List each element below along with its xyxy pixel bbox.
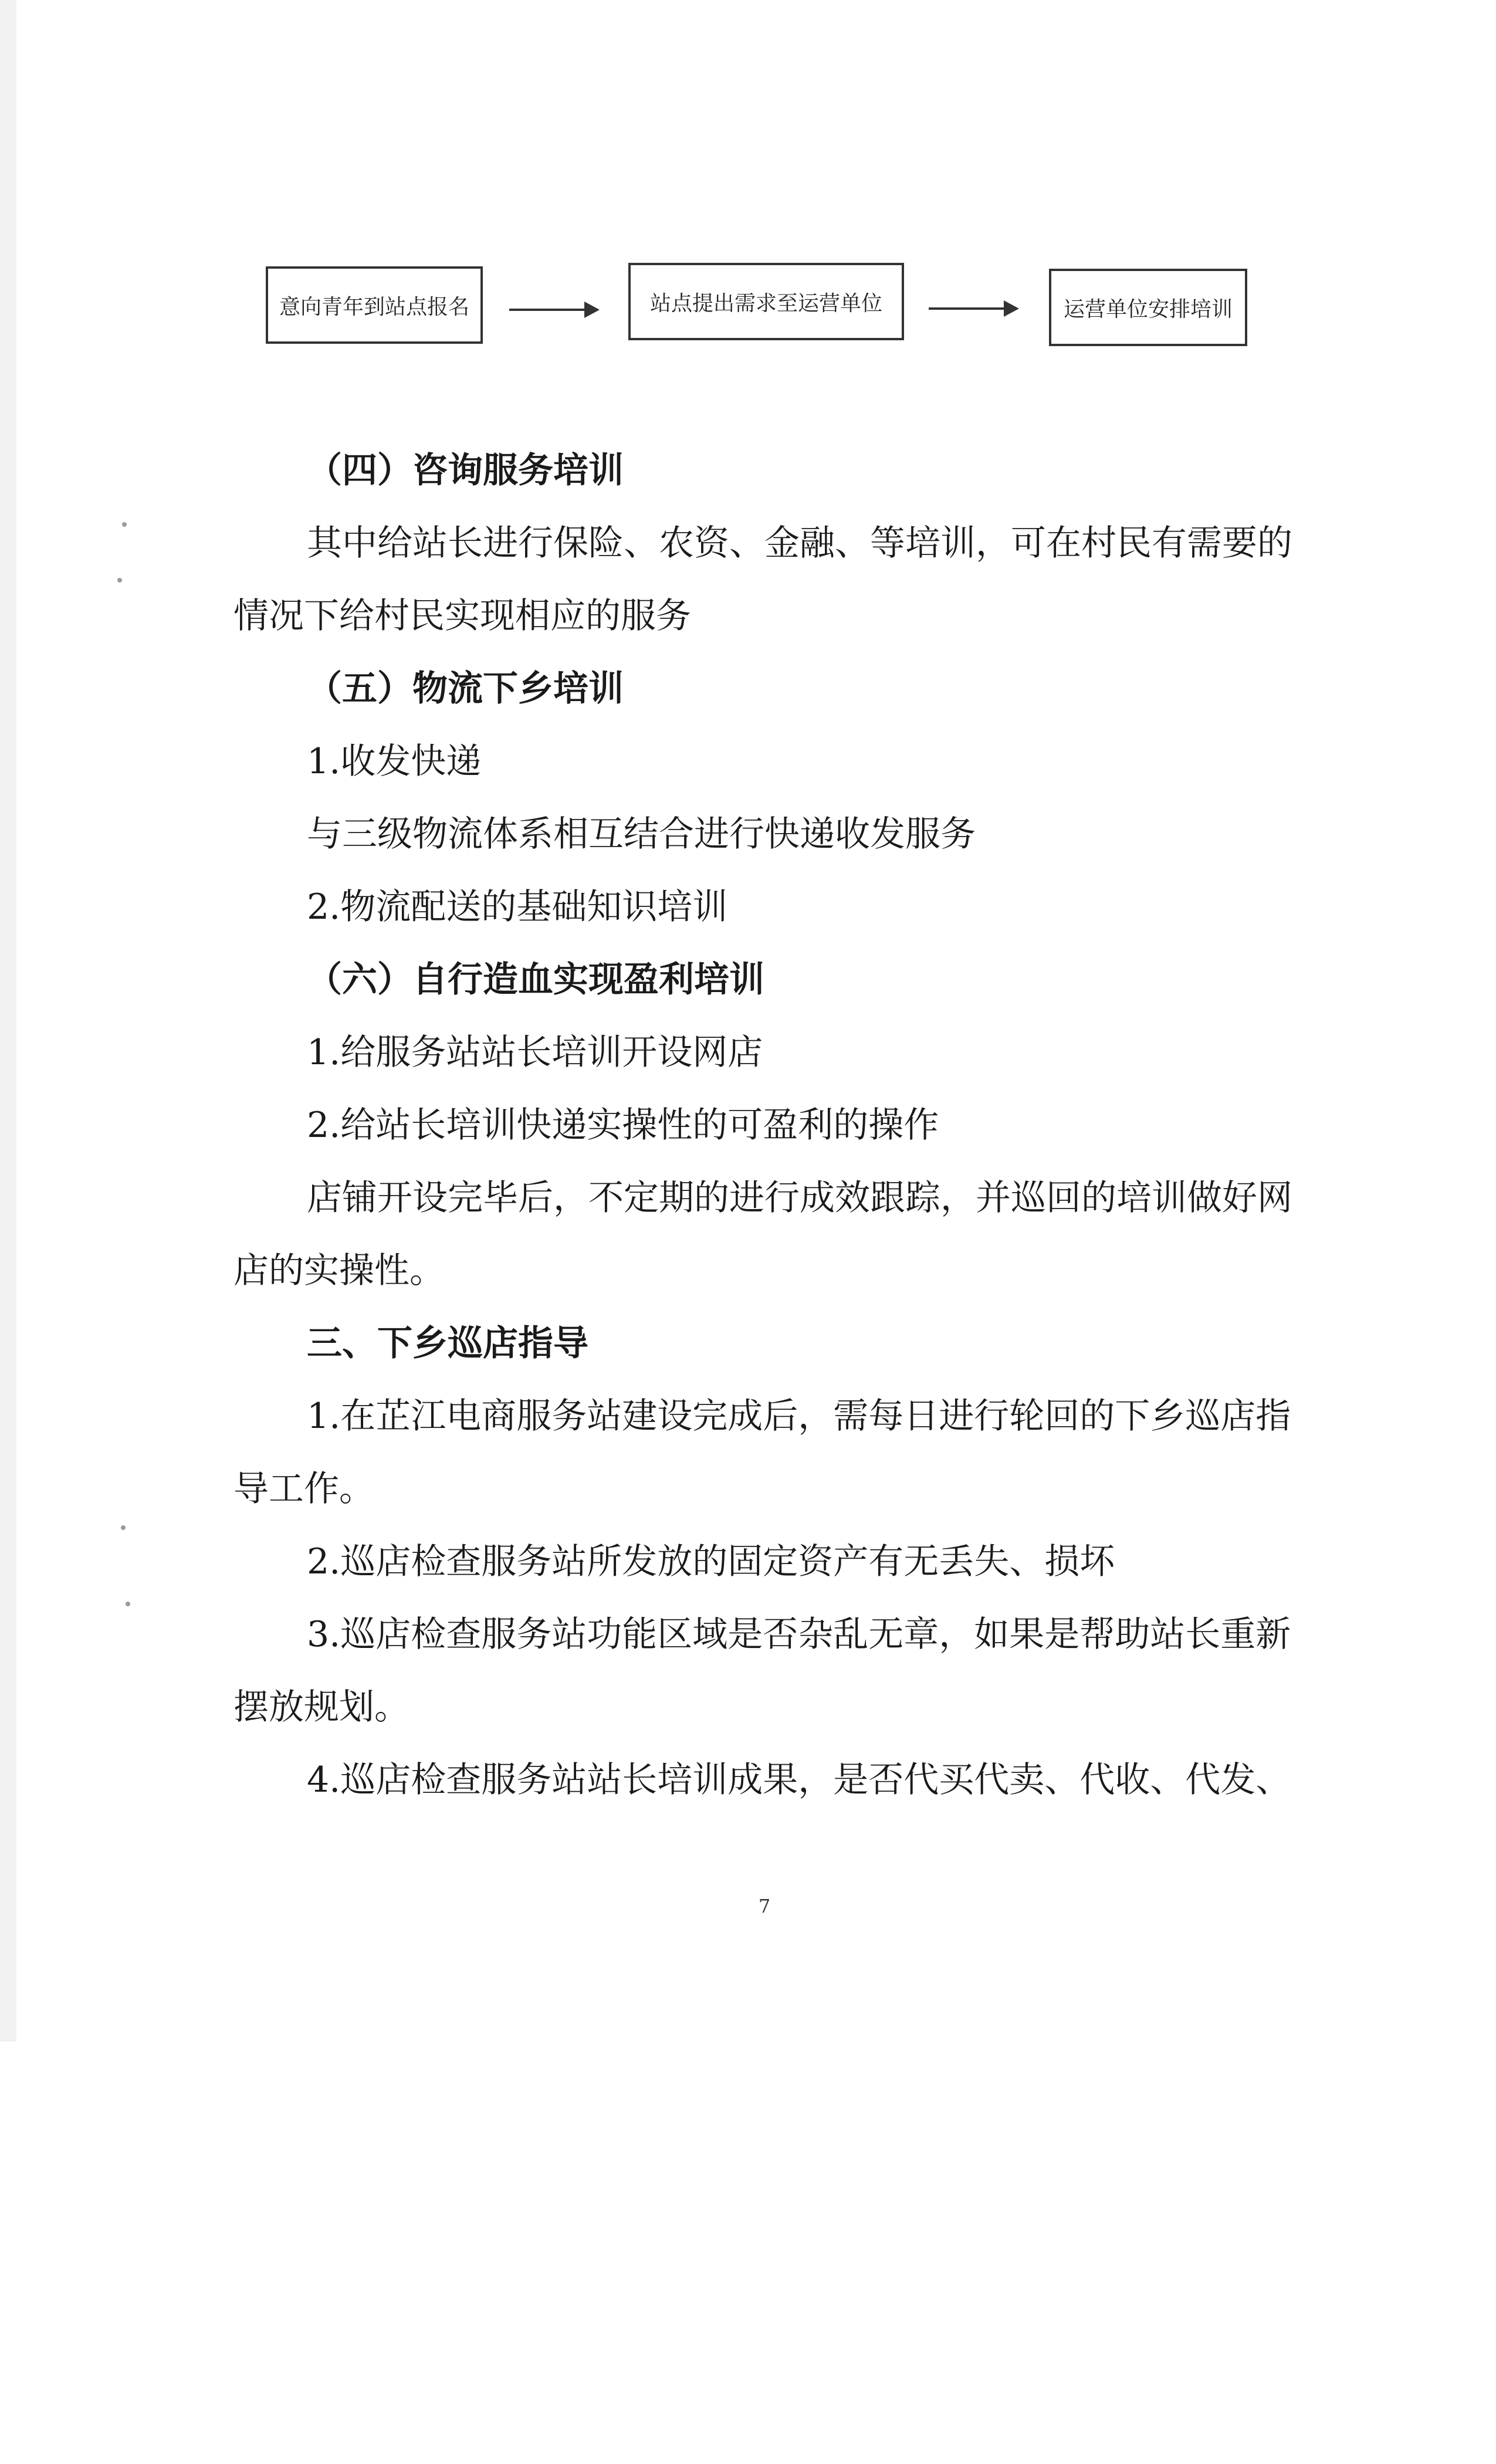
paragraph: 4.巡店检查服务站站长培训成果，是否代买代卖、代收、代发、 bbox=[307, 1759, 1291, 1800]
flowchart-step-2: 站点提出需求至运营单位 bbox=[628, 263, 904, 340]
paragraph: 与三级物流体系相互结合进行快递收发服务 bbox=[307, 814, 976, 855]
page-number: 7 bbox=[758, 1895, 771, 1917]
section-heading: （六）自行造血实现盈利培训 bbox=[307, 959, 764, 1000]
paragraph: 店铺开设完毕后，不定期的进行成效跟踪，并巡回的培训做好网店的实操性。 bbox=[233, 1177, 1292, 1291]
scan-speck bbox=[121, 1525, 126, 1530]
scan-speck bbox=[122, 522, 127, 527]
scan-speck bbox=[117, 578, 122, 583]
section-heading: 三、下乡巡店指导 bbox=[307, 1323, 588, 1364]
paragraph: 2.给站长培训快递实操性的可盈利的操作 bbox=[307, 1105, 939, 1146]
scan-speck bbox=[126, 1602, 130, 1606]
flowchart bbox=[16, 258, 1496, 352]
paragraph: 1.给服务站站长培训开设网店 bbox=[307, 1032, 763, 1073]
document-body bbox=[233, 434, 1301, 1816]
paragraph: 3.巡店检查服务站功能区域是否杂乱无章，如果是帮助站长重新摆放规划。 bbox=[233, 1614, 1291, 1728]
section-heading: （五）物流下乡培训 bbox=[307, 668, 624, 709]
section-heading: （四）咨询服务培训 bbox=[307, 450, 624, 491]
paragraph: 2.巡店检查服务站所发放的固定资产有无丢失、损坏 bbox=[307, 1541, 1115, 1582]
flowchart-arrow-1 bbox=[509, 309, 597, 311]
paragraph: 其中给站长进行保险、农资、金融、等培训，可在村民有需要的情况下给村民实现相应的服务 bbox=[233, 523, 1292, 637]
flowchart-arrow-2 bbox=[929, 307, 1017, 310]
flowchart-step-1: 意向青年到站点报名 bbox=[266, 266, 483, 344]
paragraph: 2.物流配送的基础知识培训 bbox=[307, 886, 728, 928]
paragraph: 1.在芷江电商服务站建设完成后，需每日进行轮回的下乡巡店指导工作。 bbox=[233, 1396, 1291, 1509]
flowchart-step-3: 运营单位安排培训 bbox=[1049, 269, 1247, 346]
paragraph: 1.收发快递 bbox=[307, 741, 482, 782]
